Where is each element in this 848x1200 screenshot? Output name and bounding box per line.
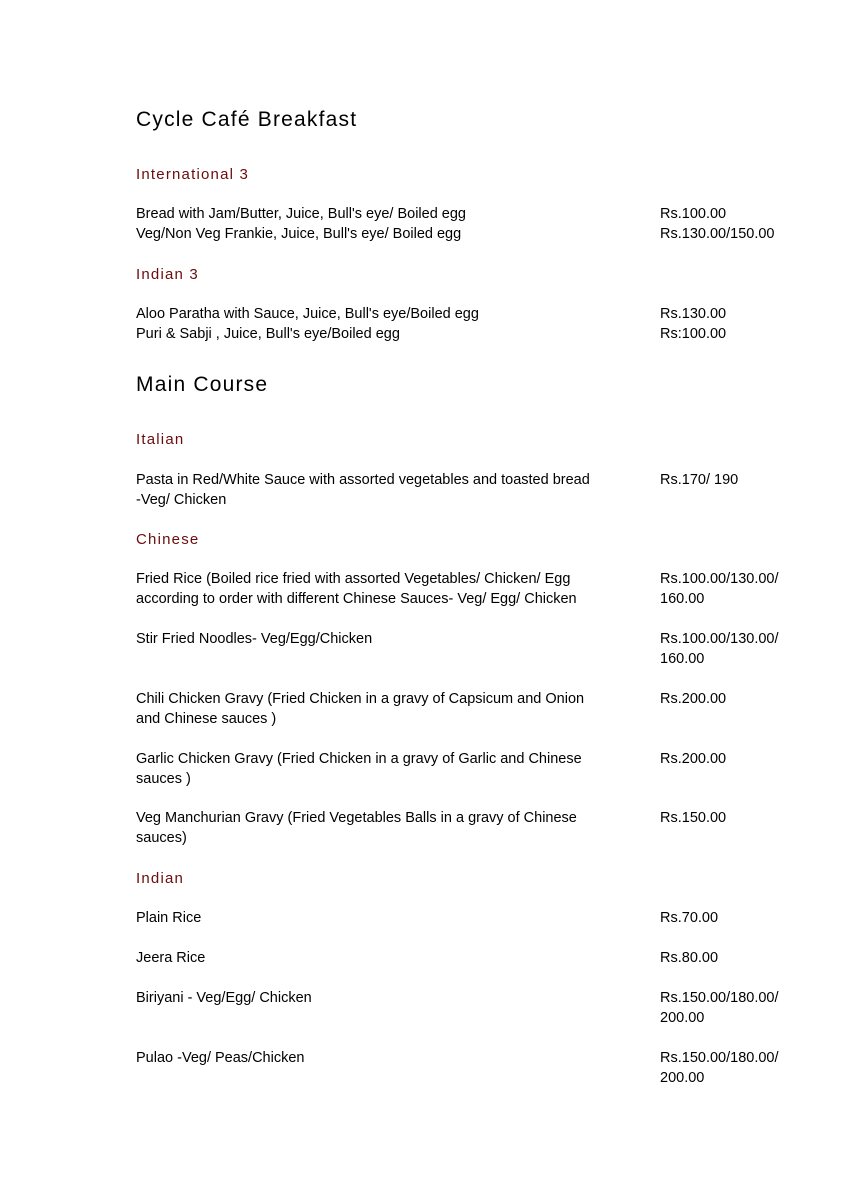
category-italian: Italian bbox=[136, 431, 185, 448]
main-course-title: Main Course bbox=[136, 373, 269, 396]
item-price: Rs.100.00 bbox=[660, 206, 727, 222]
item-name: Stir Fried Noodles- Veg/Egg/Chicken bbox=[136, 631, 373, 647]
item-price: Rs.200.00 bbox=[660, 751, 727, 767]
item-price: Rs.100.00/130.00/ 160.00 bbox=[660, 571, 779, 607]
item-price: Rs.130.00/150.00 bbox=[660, 226, 775, 242]
item-name: Plain Rice bbox=[136, 910, 202, 926]
item-price: Rs:100.00 bbox=[660, 326, 727, 342]
category-indian-breakfast: Indian 3 bbox=[136, 266, 199, 283]
item-name: Pulao -Veg/ Peas/Chicken bbox=[136, 1050, 305, 1066]
item-name: Veg Manchurian Gravy (Fried Vegetables Balls in a gravy of Chinese sauces) bbox=[136, 810, 577, 846]
item-name: Chili Chicken Gravy (Fried Chicken in a gravy of Capsicum and Onion and Chinese sauces ) bbox=[136, 691, 585, 727]
breakfast-title: Cycle Café Breakfast bbox=[136, 108, 358, 131]
item-price: Rs.170/ 190 bbox=[660, 472, 739, 488]
item-name: Aloo Paratha with Sauce, Juice, Bull's eye/Boiled egg bbox=[136, 306, 479, 322]
item-name: Biriyani - Veg/Egg/ Chicken bbox=[136, 990, 312, 1006]
item-price: Rs.130.00 bbox=[660, 306, 727, 322]
category-international: International 3 bbox=[136, 166, 250, 183]
item-name: Pasta in Red/White Sauce with assorted vegetables and toasted bread -Veg/ Chicken bbox=[136, 472, 590, 508]
item-price: Rs.150.00/180.00/ 200.00 bbox=[660, 1050, 779, 1086]
item-name: Fried Rice (Boiled rice fried with assorted Vegetables/ Chicken/ Egg according to order with different Chinese Sauces- Veg/ Egg/ Chicken bbox=[136, 571, 577, 607]
item-name: Puri & Sabji , Juice, Bull's eye/Boiled egg bbox=[136, 326, 400, 342]
item-name: Jeera Rice bbox=[136, 950, 206, 966]
item-name: Garlic Chicken Gravy (Fried Chicken in a gravy of Garlic and Chinese sauces ) bbox=[136, 751, 582, 787]
item-price: Rs.200.00 bbox=[660, 691, 727, 707]
item-price: Rs.150.00/180.00/ 200.00 bbox=[660, 990, 779, 1026]
item-price: Rs.80.00 bbox=[660, 950, 719, 966]
category-indian-main: Indian bbox=[136, 870, 185, 887]
item-price: Rs.100.00/130.00/ 160.00 bbox=[660, 631, 779, 667]
item-name: Bread with Jam/Butter, Juice, Bull's eye/ Boiled egg bbox=[136, 206, 466, 222]
item-price: Rs.150.00 bbox=[660, 810, 727, 826]
item-price: Rs.70.00 bbox=[660, 910, 719, 926]
item-name: Veg/Non Veg Frankie, Juice, Bull's eye/ Boiled egg bbox=[136, 226, 462, 242]
category-chinese: Chinese bbox=[136, 531, 200, 548]
